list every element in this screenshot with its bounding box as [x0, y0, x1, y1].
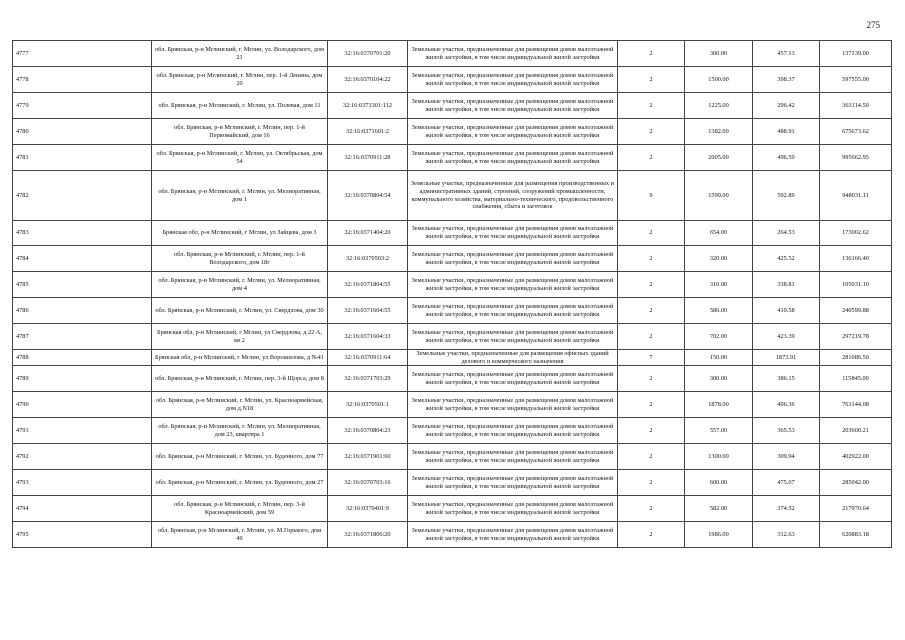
- land-use-cell: Земельные участки, предназначенные для размещения домов малоэтажной жилой застройки, в том числе индивидуальной жилой застройки: [408, 444, 618, 470]
- cadastral-value-cell: 948031.11: [820, 171, 892, 221]
- address-cell: обл. Брянская, р-н Мглинский, г. Мглин, ул. Мелиоративная, дом 1: [152, 171, 328, 221]
- specific-value-cell: 312.63: [753, 522, 820, 548]
- cadastral-number-cell: 32:16:0370503:2: [328, 246, 408, 272]
- address-cell: обл. Брянская, р-н Мглинский, г. Мглин, пер. 1-й Володарского, дом 18г: [152, 246, 328, 272]
- cadastral-number-cell: 32:16:0371703:29: [328, 366, 408, 392]
- specific-value-cell: 386.15: [753, 366, 820, 392]
- use-group-cell: 2: [618, 41, 685, 67]
- specific-value-cell: 338.81: [753, 272, 820, 298]
- use-group-cell: 2: [618, 418, 685, 444]
- row-number: 4778: [13, 67, 152, 93]
- specific-value-cell: 425.52: [753, 246, 820, 272]
- area-cell: 150.00: [685, 350, 753, 366]
- cadastral-value-cell: 675673.62: [820, 119, 892, 145]
- land-use-cell: Земельные участки, предназначенные для размещения домов малоэтажной жилой застройки, в том числе индивидуальной жилой застройки: [408, 298, 618, 324]
- row-number: 4795: [13, 522, 152, 548]
- row-number: 4779: [13, 93, 152, 119]
- address-cell: обл. Брянская, р-н Мглинский, г. Мглин, ул. Буденного, дом 27: [152, 470, 328, 496]
- land-use-cell: Земельные участки, предназначенные для размещения домов малоэтажной жилой застройки, в том числе индивидуальной жилой застройки: [408, 246, 618, 272]
- table-row: [13, 350, 892, 366]
- use-group-cell: 2: [618, 324, 685, 350]
- specific-value-cell: 410.58: [753, 298, 820, 324]
- cadastral-value-cell: 137139.00: [820, 41, 892, 67]
- table-row: [13, 41, 892, 67]
- cadastral-value-cell: 620883.18: [820, 522, 892, 548]
- area-cell: 557.00: [685, 418, 753, 444]
- area-cell: 1382.00: [685, 119, 753, 145]
- specific-value-cell: 457.13: [753, 41, 820, 67]
- row-number: 4782: [13, 171, 152, 221]
- specific-value-cell: 423.39: [753, 324, 820, 350]
- area-cell: 1300.00: [685, 444, 753, 470]
- area-cell: 586.00: [685, 298, 753, 324]
- area-cell: 582.00: [685, 496, 753, 522]
- use-group-cell: 2: [618, 470, 685, 496]
- use-group-cell: 2: [618, 272, 685, 298]
- cadastral-number-cell: 32:16:0370911:64: [328, 350, 408, 366]
- specific-value-cell: 496.59: [753, 145, 820, 171]
- cadastral-number-cell: 32:16:0370701:20: [328, 41, 408, 67]
- area-cell: 300.00: [685, 366, 753, 392]
- address-cell: обл. Брянская, р-н Мглинский, г. Мглин, ул. Володарского, дом 21: [152, 41, 328, 67]
- cadastral-value-cell: 597555.00: [820, 67, 892, 93]
- table-row: [13, 221, 892, 246]
- table-row: [13, 119, 892, 145]
- use-group-cell: 2: [618, 298, 685, 324]
- land-use-cell: Земельные участки, предназначенные для размещения домов малоэтажной жилой застройки, в том числе индивидуальной жилой застройки: [408, 145, 618, 171]
- cadastral-number-cell: 32:16:0371404:20: [328, 221, 408, 246]
- use-group-cell: 2: [618, 522, 685, 548]
- land-use-cell: Земельные участки, предназначенные для размещения домов малоэтажной жилой застройки, в том числе индивидуальной жилой застройки: [408, 67, 618, 93]
- address-cell: обл. Брянская, р-н Мглинский, г. Мглин, ул. Красноармейская, дом д.N18: [152, 392, 328, 418]
- table-row: [13, 444, 892, 470]
- address-cell: обл. Брянская, р-н Мглинский, г. Мглин, ул. Мелиоративная, дом 4: [152, 272, 328, 298]
- use-group-cell: 2: [618, 496, 685, 522]
- row-number: 4791: [13, 418, 152, 444]
- row-number: 4793: [13, 470, 152, 496]
- use-group-cell: 9: [618, 171, 685, 221]
- row-number: 4788: [13, 350, 152, 366]
- land-use-cell: Земельные участки, предназначенные для размещения домов малоэтажной жилой застройки, в том числе индивидуальной жилой застройки: [408, 522, 618, 548]
- specific-value-cell: 406.36: [753, 392, 820, 418]
- page-number: 275: [866, 20, 880, 30]
- area-cell: 1500.00: [685, 67, 753, 93]
- cadastral-value-cell: 285042.00: [820, 470, 892, 496]
- cadastral-value-cell: 105031.10: [820, 272, 892, 298]
- specific-value-cell: 398.37: [753, 67, 820, 93]
- land-use-cell: Земельные участки, предназначенные для размещения домов малоэтажной жилой застройки, в том числе индивидуальной жилой застройки: [408, 470, 618, 496]
- cadastral-value-table: [12, 40, 892, 548]
- row-number: 4789: [13, 366, 152, 392]
- table-row: [13, 470, 892, 496]
- area-cell: 320.00: [685, 246, 753, 272]
- row-number: 4785: [13, 272, 152, 298]
- specific-value-cell: 309.94: [753, 444, 820, 470]
- area-cell: 1225.00: [685, 93, 753, 119]
- cadastral-value-cell: 173002.62: [820, 221, 892, 246]
- use-group-cell: 7: [618, 350, 685, 366]
- address-cell: обл. Брянская, р-н Мглинский, г. Мглин, пер. 3-й Щорса, дом 8: [152, 366, 328, 392]
- address-cell: обл. Брянская, р-н Мглинский, г. Мглин, ул. Буденного, дом 77: [152, 444, 328, 470]
- cadastral-value-cell: 995662.95: [820, 145, 892, 171]
- table-row: [13, 324, 892, 350]
- area-cell: 1599.00: [685, 171, 753, 221]
- address-cell: обл. Брянская, р-н Мглинский, г. Мглин, пер. 1-й Первомайский, дом 16: [152, 119, 328, 145]
- cadastral-value-cell: 115845.00: [820, 366, 892, 392]
- cadastral-number-cell: 32:16:0370911:28: [328, 145, 408, 171]
- address-cell: обл. Брянская, р-н Мглинский, г. Мглин, ул. Полевая, дом 11: [152, 93, 328, 119]
- address-cell: обл. Брянская, р-н Мглинский, г. Мглин, пер. 3-й Красноармейский, дом 59: [152, 496, 328, 522]
- specific-value-cell: 296.42: [753, 93, 820, 119]
- address-cell: обл. Брянская, р-н Мглинский, г. Мглин, ул. М.Горького, дом 49: [152, 522, 328, 548]
- specific-value-cell: 1873.91: [753, 350, 820, 366]
- area-cell: 2005.00: [685, 145, 753, 171]
- specific-value-cell: 592.89: [753, 171, 820, 221]
- table-row: [13, 418, 892, 444]
- address-cell: Брянская обл, р-н Мглинский, г Мглин, ул Ворошилова, д №41: [152, 350, 328, 366]
- land-use-cell: Земельные участки, предназначенные для размещения домов малоэтажной жилой застройки, в том числе индивидуальной жилой застройки: [408, 366, 618, 392]
- use-group-cell: 2: [618, 93, 685, 119]
- table-row: [13, 93, 892, 119]
- cadastral-number-cell: 32:16:0371604:33: [328, 324, 408, 350]
- area-cell: 654.00: [685, 221, 753, 246]
- land-use-cell: Земельные участки, предназначенные для размещения домов малоэтажной жилой застройки, в том числе индивидуальной жилой застройки: [408, 418, 618, 444]
- cadastral-value-cell: 763144.08: [820, 392, 892, 418]
- land-use-cell: Земельные участки, предназначенные для размещения домов малоэтажной жилой застройки, в том числе индивидуальной жилой застройки: [408, 392, 618, 418]
- cadastral-number-cell: 32:16:0370804:23: [328, 418, 408, 444]
- use-group-cell: 2: [618, 444, 685, 470]
- cadastral-number-cell: 32:16:0370703:16: [328, 470, 408, 496]
- specific-value-cell: 264.53: [753, 221, 820, 246]
- land-use-cell: Земельные участки, предназначенные для размещения домов малоэтажной жилой застройки, в том числе индивидуальной жилой застройки: [408, 93, 618, 119]
- row-number: 4783: [13, 221, 152, 246]
- cadastral-number-cell: 32:16:0371804:55: [328, 272, 408, 298]
- table-row: [13, 366, 892, 392]
- land-use-cell: Земельные участки, предназначенные для размещения домов малоэтажной жилой застройки, в том числе индивидуальной жилой застройки: [408, 119, 618, 145]
- table-row: [13, 272, 892, 298]
- land-use-cell: Земельные участки, предназначенные для размещения производственных и административных зданий, строений, сооружений промышленности, коммунального хозяйства, материально-технического, продовольственного снабжения, сбыта и заготовок: [408, 171, 618, 221]
- use-group-cell: 2: [618, 221, 685, 246]
- specific-value-cell: 488.91: [753, 119, 820, 145]
- row-number: 4790: [13, 392, 152, 418]
- address-cell: обл. Брянская, р-н Мглинский, г. Мглин, пер. 1-й Ленина, дом 20: [152, 67, 328, 93]
- cadastral-number-cell: 32:16:0371301:112: [328, 93, 408, 119]
- land-use-cell: Земельные участки, предназначенные для размещения домов малоэтажной жилой застройки, в том числе индивидуальной жилой застройки: [408, 272, 618, 298]
- land-use-cell: Земельные участки, предназначенные для размещения домов малоэтажной жилой застройки, в том числе индивидуальной жилой застройки: [408, 496, 618, 522]
- area-cell: 1986.00: [685, 522, 753, 548]
- use-group-cell: 2: [618, 246, 685, 272]
- specific-value-cell: 374.52: [753, 496, 820, 522]
- cadastral-value-cell: 363114.50: [820, 93, 892, 119]
- cadastral-number-cell: 32:16:0370104:22: [328, 67, 408, 93]
- table-row: [13, 171, 892, 221]
- area-cell: 600.00: [685, 470, 753, 496]
- use-group-cell: 2: [618, 67, 685, 93]
- table-row: [13, 392, 892, 418]
- address-cell: Брянская обл, р-н Мглинский, г Мглин, ул Зайцева, дом 3: [152, 221, 328, 246]
- use-group-cell: 2: [618, 145, 685, 171]
- cadastral-value-cell: 281086.50: [820, 350, 892, 366]
- cadastral-number-cell: 32:16:0371901:60: [328, 444, 408, 470]
- area-cell: 310.00: [685, 272, 753, 298]
- table-row: [13, 67, 892, 93]
- area-cell: 300.00: [685, 41, 753, 67]
- cadastral-value-cell: 203600.21: [820, 418, 892, 444]
- address-cell: обл. Брянская, р-н Мглинский, г. Мглин, ул. Свердлова, дом 30: [152, 298, 328, 324]
- area-cell: 1878.00: [685, 392, 753, 418]
- table-row: [13, 522, 892, 548]
- cadastral-value-cell: 217970.64: [820, 496, 892, 522]
- row-number: 4792: [13, 444, 152, 470]
- land-use-cell: Земельные участки, предназначенные для размещения домов малоэтажной жилой застройки, в том числе индивидуальной жилой застройки: [408, 324, 618, 350]
- row-number: 4794: [13, 496, 152, 522]
- row-number: 4784: [13, 246, 152, 272]
- area-cell: 702.00: [685, 324, 753, 350]
- land-use-cell: Земельные участки, предназначенные для размещения домов малоэтажной жилой застройки, в том числе индивидуальной жилой застройки: [408, 221, 618, 246]
- cadastral-value-cell: 240599.88: [820, 298, 892, 324]
- cadastral-number-cell: 32:16:0370401:9: [328, 496, 408, 522]
- land-use-cell: Земельные участки, предназначенные для размещения офисных зданий делового и коммерческого назначения: [408, 350, 618, 366]
- table-row: [13, 145, 892, 171]
- row-number: 4786: [13, 298, 152, 324]
- table-row: [13, 496, 892, 522]
- cadastral-number-cell: 32:16:0371806:20: [328, 522, 408, 548]
- specific-value-cell: 365.53: [753, 418, 820, 444]
- use-group-cell: 2: [618, 119, 685, 145]
- cadastral-number-cell: 32:16:0371601:2: [328, 119, 408, 145]
- row-number: 4777: [13, 41, 152, 67]
- address-cell: обл. Брянская, р-н Мглинский, г. Мглин, ул. Мелиоративная, дом 23, квартира 1: [152, 418, 328, 444]
- cadastral-value-cell: 297219.78: [820, 324, 892, 350]
- use-group-cell: 2: [618, 366, 685, 392]
- address-cell: Брянская обл, р-н Мглинский, г Мглин, ул Свердлова, д 22 А, кв 2: [152, 324, 328, 350]
- row-number: 4787: [13, 324, 152, 350]
- table-row: [13, 298, 892, 324]
- row-number: 4780: [13, 119, 152, 145]
- land-use-cell: Земельные участки, предназначенные для размещения домов малоэтажной жилой застройки, в том числе индивидуальной жилой застройки: [408, 41, 618, 67]
- cadastral-number-cell: 32:16:0370501:1: [328, 392, 408, 418]
- address-cell: обл. Брянская, р-н Мглинский, г. Мглин, ул. Октябрьская, дом 54: [152, 145, 328, 171]
- cadastral-number-cell: 32:16:0370804:54: [328, 171, 408, 221]
- cadastral-value-cell: 136166.40: [820, 246, 892, 272]
- cadastral-number-cell: 32:16:0371604:55: [328, 298, 408, 324]
- use-group-cell: 2: [618, 392, 685, 418]
- cadastral-value-cell: 402922.00: [820, 444, 892, 470]
- specific-value-cell: 475.07: [753, 470, 820, 496]
- table-row: [13, 246, 892, 272]
- table-body: [13, 41, 892, 548]
- row-number: 4781: [13, 145, 152, 171]
